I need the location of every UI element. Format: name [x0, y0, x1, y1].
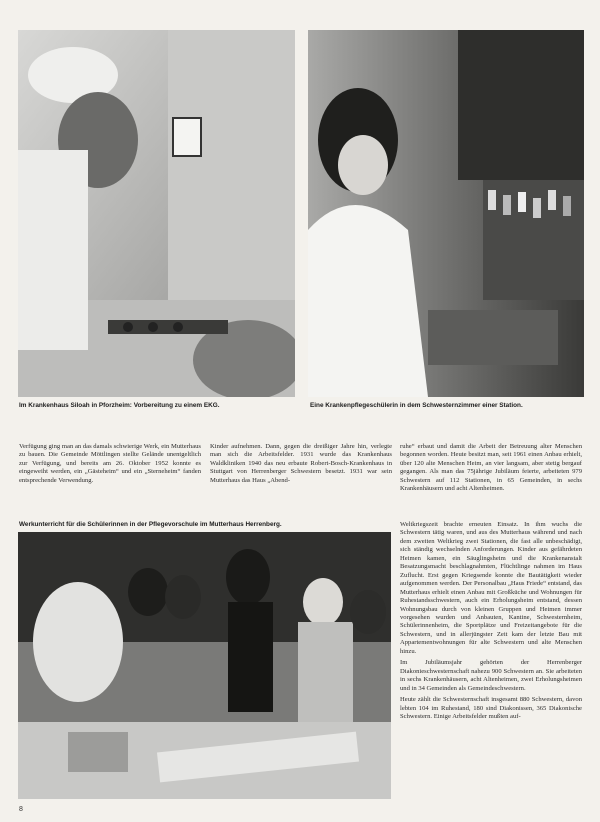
caption-top-right: Eine Krankenpflegeschülerin in dem Schwesternzimmer einer Station. — [310, 402, 523, 409]
caption-bottom: Werkunterricht für die Schülerinnen in der Pflegevorschule im Mutterhaus Herrenberg. — [19, 521, 282, 528]
page-number: 8 — [19, 806, 23, 813]
paragraph: Im Jubiläumsjahr gehörten der Herrenberger Diakonieschwesternschaft nahezu 900 Schwestern an. Sie arbeiteten in sechs Krankenhäusern, acht Altenheimen, zwei Erholungsheimen und in 34 Gemeinden als Gemeindeschwestern. — [400, 659, 582, 692]
photo-ekg-preparation — [18, 30, 295, 397]
text-column-3-top: ruhe“ erbaut und damit die Arbeit der Betreuung alter Menschen begonnen worden. Heute besitzt man, seit 1961 einen Anbau erhielt, über 120 alte Menschen Heim, an vier langsam, aber stetig bergauf gegangen. Als man das 75jährige Jubiläum feierte, arbeiteten 979 Schwestern auf 112 Stationen, in 65 Gemeinden, in sechs Krankenhäusern und acht Altenheimen. — [400, 443, 582, 493]
paragraph: Weltkriegszeit brachte erneuten Einsatz. In ihm wuchs die Schwestern tätig waren, und aus des Mutterhaus während und nach dem zweiten Weltkrieg zwei Stationen, die fast alle unbeschädigt, sich ständig wechselnden Anforderungen. Kinder aus gefährdeten Heimen kamen, ein Säuglingsheim und die Krankenanstalt Besatzungsmacht beschlagnahmten, Flüchtlinge nahmen im Haus Zuflucht. Erst gegen Kriegsende konnte die Bautätigkeit wieder aufgenommen werden. Der Personalbau „Haus Friede“ entstand, das Mutterhaus erhielt einen Anbau mit Großküche und Wohnungen für Ruhestandsschwestern, auch ein Erholungsheim entstand, dessen Wohnungsbau durch von kleinen Gruppen und Heimen immer vorgesehen wurden und Anbauten, Kantine, Schwesternheim, Schülerinnenheim, die Sportplätze und Freizeitangebote für die Schwestern, und in allerjüngster Zeit kam der letzte Bau mit Appartementwohnungen für alte Schwestern und alte Menschen hinzu. — [400, 521, 582, 655]
photo-nursing-student — [308, 30, 584, 397]
text-column-3-bottom — [400, 521, 582, 806]
caption-top-left: Im Krankenhaus Siloah in Pforzheim: Vorbereitung zu einem EKG. — [19, 402, 220, 409]
text-column-1: Verfügung ging man an das damals schwierige Werk, ein Mutterhaus zu bauen. Die Gemeinde Möttlingen stellte Gelände unentgeltlich zur Verfügung, und bereits am 26. Oktober 1952 konnte es eingeweiht werden, ein „Gästeheim“ und ein „Sterneheim“ fanden entsprechende Verwendung. — [19, 443, 201, 484]
text-column-2: Kinder aufnehmen. Dann, gegen die dreißiger Jahre hin, verlegte man sich die Arbeitsfelder. 1931 wurde das Krankenhaus Waldkliniken 1940 das neu erbaute Robert-Bosch-Krankenhaus in Stuttgart von Herrenberger Schwestern besetzt. 1931 war sein Mutterhaus das Haus „Abend- — [210, 443, 392, 484]
photo-craft-lesson — [18, 532, 391, 799]
paragraph: Heute zählt die Schwesternschaft insgesamt 880 Schwestern, davon lebten 104 im Ruhestand, 180 sind Diakonissen, 365 Diakonische Schwestern. Einige Arbeitsfelder mußten auf- — [400, 696, 582, 720]
